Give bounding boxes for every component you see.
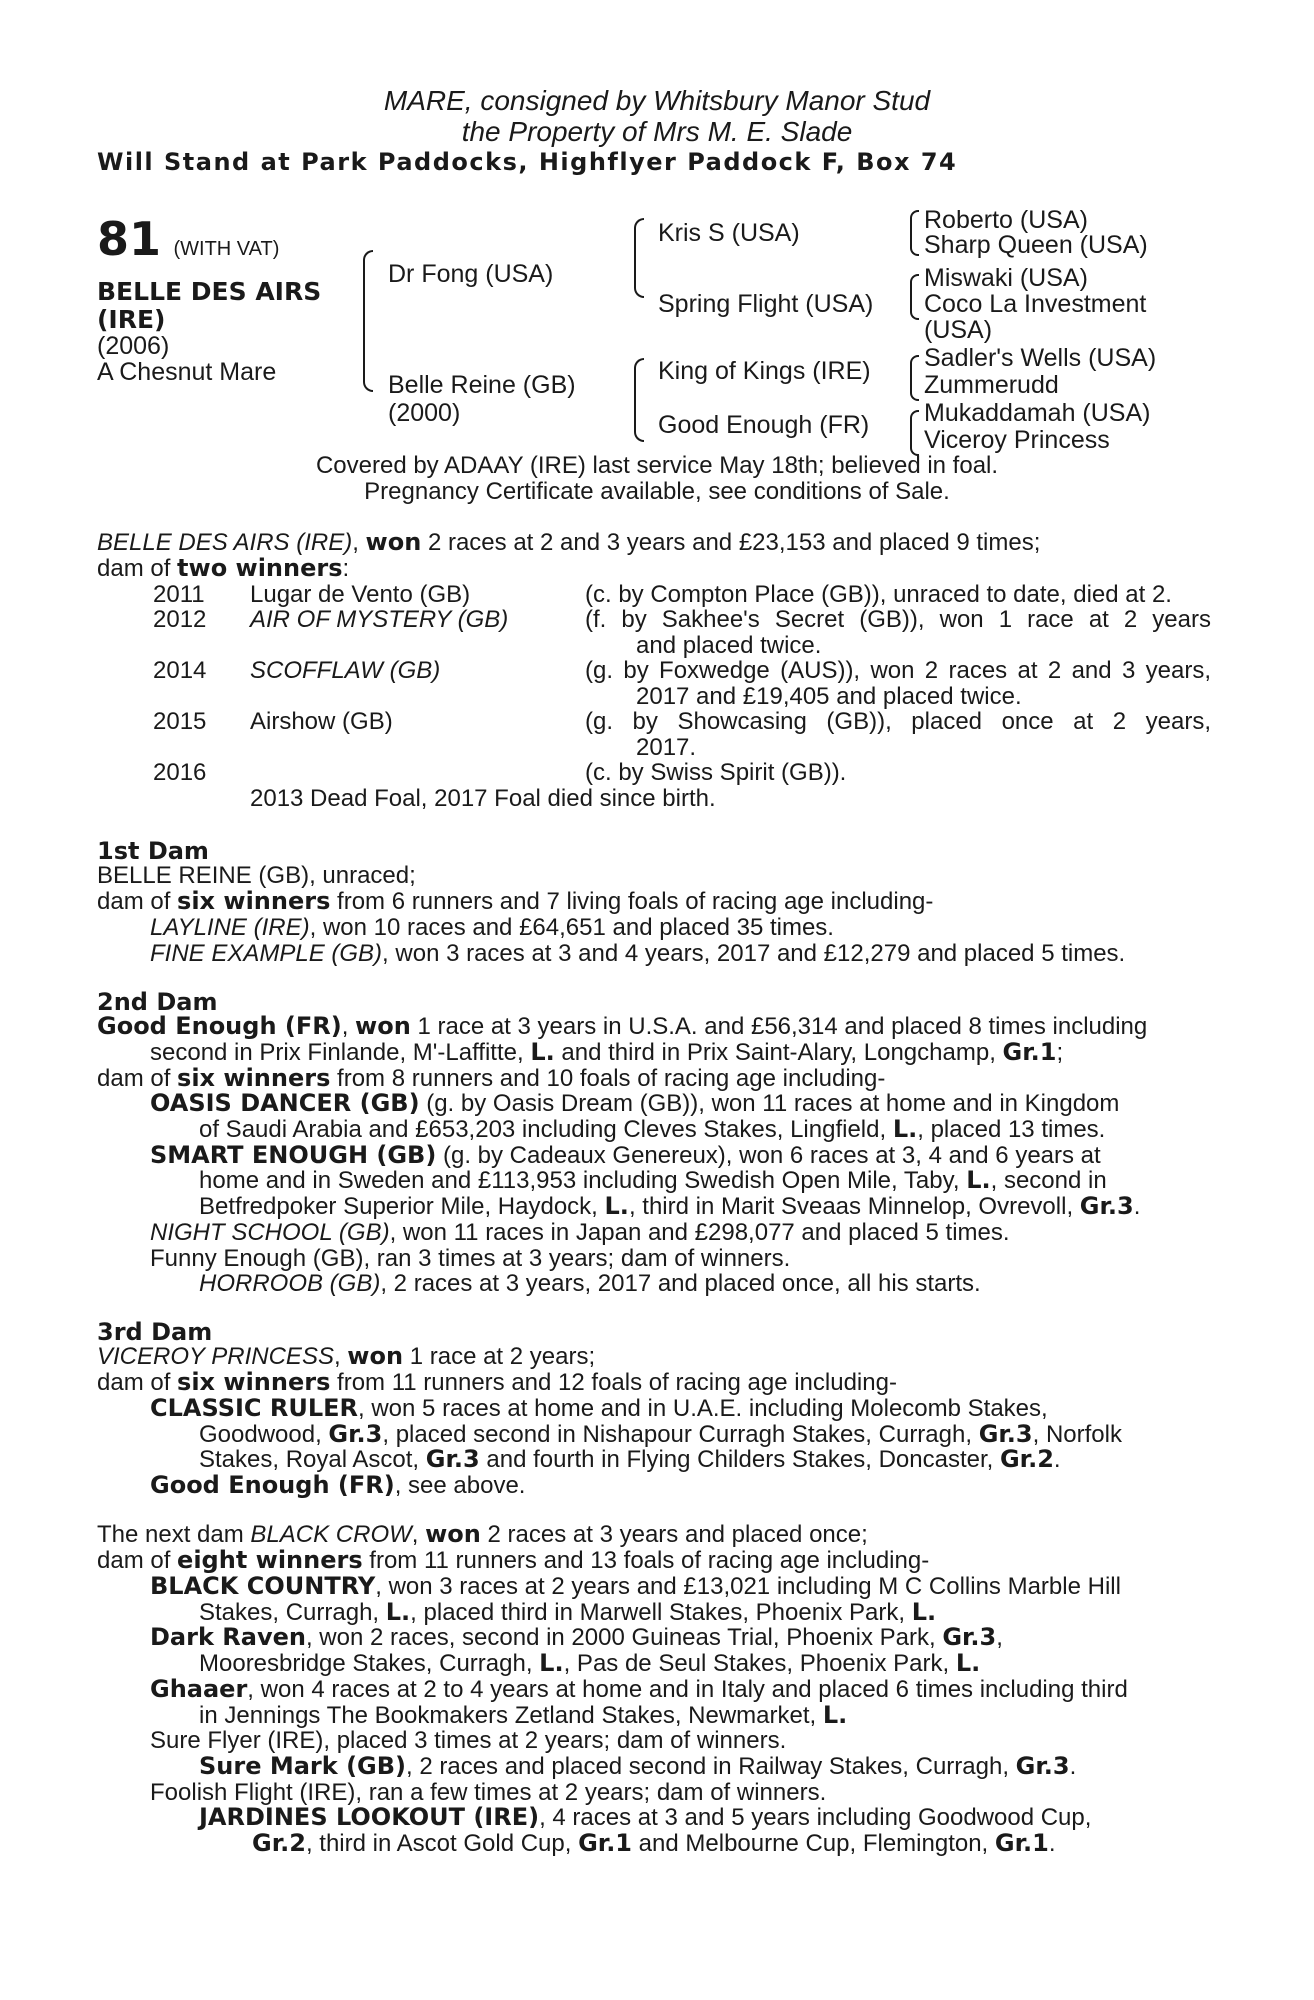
text-segment: and Melbourne Cup, Flemington, [632,1830,995,1857]
foal-year: 2011 [153,581,205,608]
next-dam-grandchild-cont [252,1831,1056,1857]
text-segment: , placed second in Nishapour Curragh Stakes, Curragh, [382,1421,979,1448]
dam-sire: King of Kings (IRE) [658,357,871,385]
text-segment: 1 race at 2 years; [403,1343,596,1370]
text-segment: home and in Sweden and £113,953 including Swedish Open Mile, Taby, [199,1167,967,1194]
foal-note: 2013 Dead Foal, 2017 Foal died since birth. [250,785,716,812]
text-segment: L. [385,1598,411,1626]
first-dam-winner [150,941,1125,967]
sire-sire-dam: Sharp Queen (USA) [924,231,1148,259]
text-segment: Mooresbridge Stakes, Curragh, [199,1650,540,1677]
text-segment: (g. by Cadeaux Genereux), won 6 races at 3, 4 and 6 years at [436,1142,1101,1169]
second-dam-winner-cont [199,1117,1105,1143]
next-dam-runner: Sure Flyer (IRE), placed 3 times at 2 years; dam of winners. [150,1727,787,1754]
third-dam-winner [150,1396,1048,1422]
text-segment: Betfredpoker Superior Mile, Haydock, [199,1193,605,1220]
text-segment: , [352,529,366,556]
text-segment: from 8 runners and 10 foals of racing age including- [330,1065,886,1092]
text-segment: Gr.1 [1002,1038,1057,1066]
text-segment: : [342,555,350,582]
next-dam-grandchild [199,1805,1091,1831]
text-segment: LAYLINE (IRE) [150,914,310,941]
text-segment: . [1133,1193,1141,1220]
sire-sire: Kris S (USA) [658,219,800,247]
text-segment: , won 4 races at 2 to 4 years at home and in Italy and placed 6 times including third [247,1676,1128,1703]
text-segment: , third in Marit Sveaas Minnelop, Ovrevoll, [628,1193,1080,1220]
text-segment: , see above. [394,1472,526,1499]
text-segment: , [333,1343,348,1370]
next-dam-winner [150,1574,1121,1600]
foal-details: (c. by Swiss Spirit (GB)). [585,759,847,786]
text-segment: , placed third in Marwell Stakes, Phoenix Park, [410,1599,912,1626]
foal-name: SCOFFLAW (GB) [250,657,441,684]
text-segment: and third in Prix Saint-Alary, Longchamp, [554,1039,1003,1066]
mare-produce-summary [97,556,349,582]
horse-description: A Chesnut Mare [97,358,277,386]
dam-year: (2000) [388,399,461,427]
third-dam-winner [150,1473,525,1499]
text-segment: L. [892,1115,918,1143]
pedigree-brace [910,210,919,256]
dam-dam-sire: Mukaddamah (USA) [924,399,1151,427]
text-segment: L. [604,1192,629,1220]
second-dam-winner-cont [199,1168,1107,1194]
property-line: the Property of Mrs M. E. Slade [461,116,853,147]
text-segment: , won 10 races and £64,651 and placed 35 times. [309,914,834,941]
covered-note: Covered by ADAAY (IRE) last service May 18th; believed in foal. [315,452,999,479]
second-dam-title: 2nd Dam [97,988,218,1016]
text-segment: 2 races at 2 and 3 years and £23,153 and placed 9 times; [421,529,1041,556]
second-dam-produce [97,1066,885,1092]
text-segment: , won 2 races, second in 2000 Guineas Trial, Phoenix Park, [305,1624,943,1651]
second-dam-grandchild [199,1271,981,1297]
text-segment: six winners [177,1064,331,1092]
next-dam-line [97,1522,868,1548]
foal-details-cont: 2017. [636,734,697,761]
text-segment: (g. by Oasis Dream (GB)), won 11 races at home and in Kingdom [419,1090,1120,1117]
text-segment: ; [1056,1039,1064,1066]
text-segment: L. [822,1701,848,1729]
sire-sire-sire: Roberto (USA) [924,206,1088,234]
text-segment: HORROOB (GB) [199,1270,381,1297]
mare-record [97,530,1040,556]
second-dam-winner-cont [199,1194,1140,1220]
text-segment: Gr.1 [578,1829,633,1857]
text-segment: Dark Raven [150,1623,306,1651]
text-segment: Stakes, Curragh, [199,1599,386,1626]
text-segment: FINE EXAMPLE (GB) [150,940,383,967]
first-dam-title: 1st Dam [97,837,209,865]
text-segment: 1 race at 3 years in U.S.A. and £56,314 and placed 8 times including [410,1013,1148,1040]
text-segment: dam of [97,1547,178,1574]
second-dam-line [97,1014,1147,1040]
first-dam-produce [97,889,933,915]
text-segment: , second in [990,1167,1107,1194]
text-segment: . [1048,1830,1056,1857]
text-segment: , 2 races at 3 years, 2017 and placed once, all his starts. [380,1270,981,1297]
text-segment: , 4 races at 3 and 5 years including Goodwood Cup, [539,1804,1092,1831]
text-segment: . [1069,1753,1077,1780]
horse-name-suffix: (IRE) [97,305,166,334]
foal-year: 2012 [153,606,207,633]
next-dam-produce [97,1548,929,1574]
foal-details-cont: 2017 and £19,405 and placed twice. [636,683,1022,710]
text-segment: Gr.2 [999,1445,1054,1473]
foal-year: 2015 [153,708,207,735]
text-segment: dam of [97,555,178,582]
text-segment: Stakes, Royal Ascot, [199,1446,426,1473]
text-segment: , Norfolk [1032,1421,1122,1448]
text-segment: BLACK CROW [250,1521,412,1548]
text-segment: and fourth in Flying Childers Stakes, Doncaster, [479,1446,1000,1473]
text-segment: Gr.3 [1079,1192,1134,1220]
vat-note: (WITH VAT) [173,238,280,260]
text-segment: The next dam [97,1521,251,1548]
text-segment: , won 11 races in Japan and £298,077 and placed 5 times. [389,1219,1010,1246]
text-segment: , placed 13 times. [917,1116,1106,1143]
text-segment: , won 3 races at 3 and 4 years, 2017 and £12,279 and placed 5 times. [382,940,1126,967]
foal-year: 2014 [153,657,207,684]
text-segment: VICEROY PRINCESS [97,1343,334,1370]
text-segment: won [347,1342,404,1370]
pedigree-brace [910,410,919,456]
first-dam-winner [150,915,834,941]
third-dam-produce [97,1370,897,1396]
text-segment: six winners [177,887,331,915]
next-dam-grandchild [199,1754,1076,1780]
next-dam-winner-cont [199,1600,936,1626]
sire-dam-dam-suffix: (USA) [924,316,993,344]
second-dam-winner [150,1220,1010,1246]
text-segment: six winners [177,1368,331,1396]
text-segment: BLACK COUNTRY [150,1572,376,1600]
text-segment: , [411,1521,426,1548]
third-dam-winner-cont [199,1422,1122,1448]
text-segment: Gr.3 [942,1623,997,1651]
foal-year: 2016 [153,759,207,786]
text-segment: L. [955,1649,981,1677]
sire-dam-dam: Coco La Investment [924,290,1147,318]
text-segment: . [1053,1446,1061,1473]
text-segment: SMART ENOUGH (GB) [150,1141,437,1169]
dam-dam: Good Enough (FR) [658,411,870,439]
text-segment: JARDINES LOOKOUT (IRE) [199,1803,540,1831]
text-segment: Gr.3 [1015,1752,1070,1780]
mare-name: BELLE DES AIRS (IRE) [97,529,353,556]
text-segment: L. [539,1649,564,1677]
pedigree-brace [634,218,644,298]
text-segment: dam of [97,1369,178,1396]
foal-details: (c. by Compton Place (GB)), unraced to date, died at 2. [585,581,1172,608]
dam-sire-dam: Zummerudd [924,371,1059,399]
dam: Belle Reine (GB) [388,371,576,399]
foal-details: (f. by Sakhee's Secret (GB)), won 1 race at 2 years [585,606,1211,633]
foal-name: AIR OF MYSTERY (GB) [250,606,509,633]
won-label: won [365,528,422,556]
text-segment: , [996,1624,1003,1651]
lot-number: 81 [97,212,162,266]
next-dam-winner [150,1677,1128,1703]
text-segment: from 11 runners and 12 foals of racing age including- [330,1369,897,1396]
text-segment: from 6 runners and 7 living foals of racing age including- [330,888,934,915]
consignor-line: MARE, consigned by Whitsbury Manor Stud [383,85,931,116]
third-dam-title: 3rd Dam [97,1318,213,1346]
text-segment: L. [966,1166,991,1194]
text-segment: OASIS DANCER (GB) [150,1089,420,1117]
second-dam-line [150,1040,1063,1066]
text-segment: 2 races at 3 years and placed once; [480,1521,868,1548]
next-dam-winner [150,1625,1003,1651]
text-segment: Gr.3 [978,1420,1033,1448]
pedigree-brace [634,358,644,442]
pedigree-brace [363,250,373,392]
pedigree-brace [910,274,919,320]
third-dam-line [97,1344,595,1370]
text-segment: Goodwood, [199,1421,329,1448]
text-segment: CLASSIC RULER [150,1394,359,1422]
text-segment: dam of [97,1065,178,1092]
dam-dam-dam: Viceroy Princess [924,426,1110,454]
foal-details: (g. by Showcasing (GB)), placed once at 2 years, [585,708,1211,735]
text-segment: Ghaaer [150,1675,248,1703]
text-segment: Gr.1 [994,1829,1049,1857]
stand-location: Will Stand at Park Paddocks, Highflyer Paddock F, Box 74 [97,148,958,176]
second-dam-winner [150,1143,1101,1169]
next-dam-winner-cont [199,1703,847,1729]
text-segment: NIGHT SCHOOL (GB) [150,1219,390,1246]
horse-name: BELLE DES AIRS [97,277,322,306]
text-segment: Sure Mark (GB) [199,1752,406,1780]
text-segment: L. [530,1038,555,1066]
text-segment: second in Prix Finlande, M'-Laffitte, [150,1039,531,1066]
foal-name: Airshow (GB) [250,708,393,735]
text-segment: L. [911,1598,937,1626]
third-dam-winner-cont [199,1447,1061,1473]
second-dam-winner [150,1091,1119,1117]
text-segment: in Jennings The Bookmakers Zetland Stakes, Newmarket, [199,1702,823,1729]
text-segment: won [425,1520,481,1548]
second-dam-runner: Funny Enough (GB), ran 3 times at 3 years; dam of winners. [150,1245,791,1272]
text-segment: Gr.3 [328,1420,383,1448]
text-segment: of Saudi Arabia and £653,203 including Cleves Stakes, Lingfield, [199,1116,893,1143]
text-segment: , won 5 races at home and in U.A.E. including Molecomb Stakes, [358,1395,1048,1422]
dam-sire-sire: Sadler's Wells (USA) [924,344,1157,372]
text-segment: Gr.2 [252,1829,306,1857]
text-segment: , 2 races and placed second in Railway Stakes, Curragh, [406,1753,1016,1780]
foaling-year: (2006) [97,332,170,360]
text-segment: won [355,1012,411,1040]
pedigree-brace [910,355,919,401]
text-segment: , Pas de Seul Stakes, Phoenix Park, [563,1650,956,1677]
text-segment: dam of [97,888,178,915]
foal-details: (g. by Foxwedge (AUS)), won 2 races at 2 and 3 years, [585,657,1211,684]
next-dam-winner-cont [199,1651,980,1677]
first-dam-line: BELLE REINE (GB), unraced; [97,862,416,889]
sire-dam-sire: Miswaki (USA) [924,264,1088,292]
foal-name: Lugar de Vento (GB) [250,581,471,608]
sire-dam: Spring Flight (USA) [658,290,874,318]
winners-count: two winners [177,554,343,582]
text-segment: Good Enough (FR) [150,1471,395,1499]
lot-heading [97,212,279,266]
pregnancy-note: Pregnancy Certificate available, see conditions of Sale. [364,478,950,505]
foal-details-cont: and placed twice. [636,632,822,659]
text-segment: , won 3 races at 2 years and £13,021 including M C Collins Marble Hill [375,1573,1121,1600]
next-dam-runner: Foolish Flight (IRE), ran a few times at 2 years; dam of winners. [150,1779,827,1806]
text-segment: from 11 runners and 13 foals of racing age including- [362,1547,930,1574]
text-segment: Gr.3 [425,1445,480,1473]
text-segment: , third in Ascot Gold Cup, [305,1830,579,1857]
sire: Dr Fong (USA) [388,260,554,288]
text-segment: eight winners [177,1546,363,1574]
text-segment: , [341,1013,356,1040]
text-segment: Good Enough (FR) [97,1012,342,1040]
